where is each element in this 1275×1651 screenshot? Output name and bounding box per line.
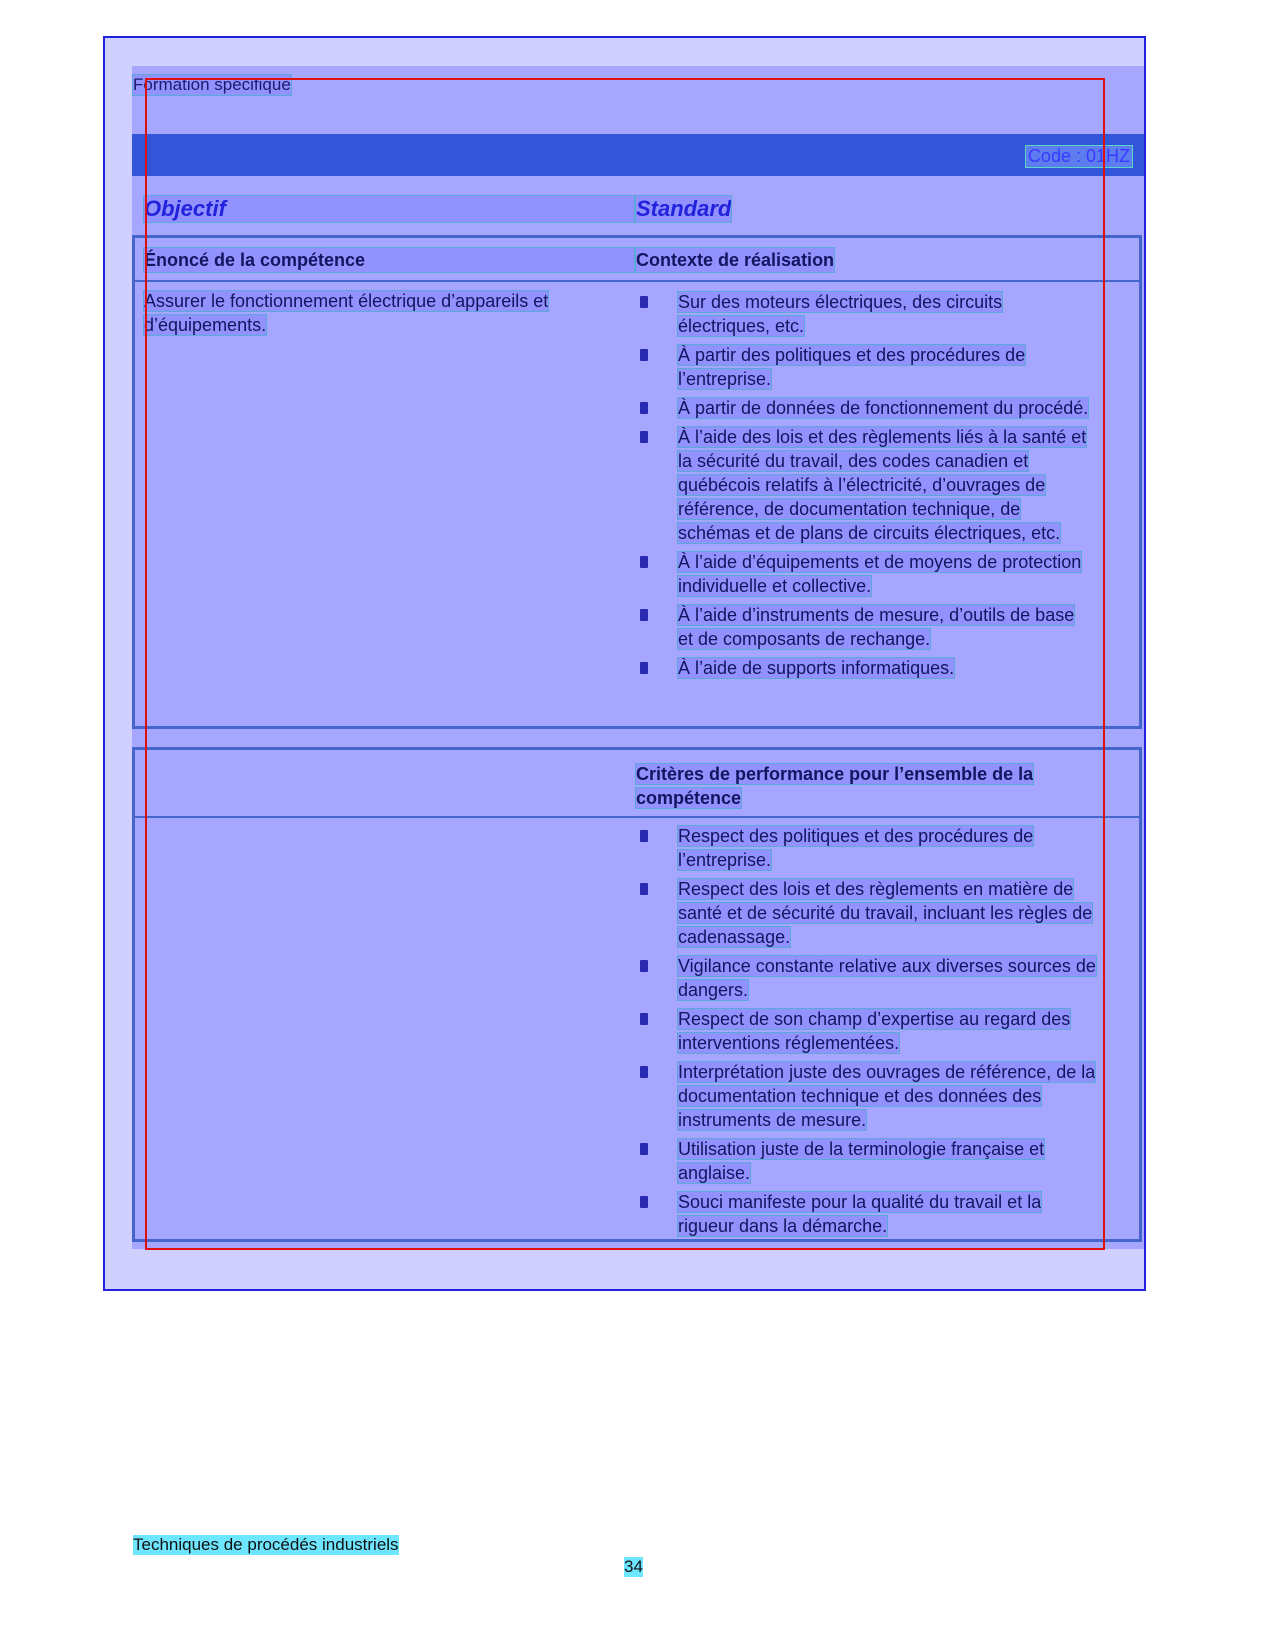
bullet-icon [640,431,648,443]
context-item-text: À l’aide d’équipements et de moyens de protection individuelle et collective. [678,552,1082,596]
bullet-icon [640,402,648,414]
code-bar [132,134,1144,176]
standard-heading: Standard [636,196,732,221]
bullet-icon [640,296,648,308]
competence-statement-header: Énoncé de la compétence [144,248,634,272]
criteria-item [640,877,1100,949]
objective-heading: Objectif [144,196,634,222]
criteria-item-text: Souci manifeste pour la qualité du travail et la rigueur dans la démarche. [678,1192,1042,1236]
criteria-item-text: Respect de son champ d’expertise au regard des interventions réglementées. [678,1009,1071,1053]
bullet-icon [640,1013,648,1025]
criteria-item [640,1060,1100,1132]
criteria-list [640,824,1100,1243]
criteria-item [640,824,1100,872]
competence-statement: Assurer le fonctionnement électrique d’appareils et d’équipements. [144,291,549,335]
criteria-item-text: Vigilance constante relative aux diverses sources de dangers. [678,956,1096,1000]
context-item-text: À l’aide de supports informatiques. [678,658,955,678]
context-item [640,425,1092,545]
bullet-icon [640,1143,648,1155]
bullet-icon [640,1196,648,1208]
criteria-item-text: Interprétation juste des ouvrages de référence, de la documentation technique et des données des instruments de mesure. [678,1062,1096,1130]
context-item [640,396,1092,420]
context-item-text: À l’aide d’instruments de mesure, d’outils de base et de composants de rechange. [678,605,1075,649]
criteria-item-text: Respect des politiques et des procédures de l’entreprise. [678,826,1034,870]
bullet-icon [640,662,648,674]
criteria-item-text: Respect des lois et des règlements en matière de santé et de sécurité du travail, incluant les règles de cadenassage. [678,879,1093,947]
context-item-text: À l’aide des lois et des règlements liés à la santé et la sécurité du travail, des codes canadien et québécois relatifs à l’électricité, d’ouvrages de référence, de documentation technique, de schémas et de plans de circuits électriques, etc. [678,427,1087,543]
criteria-item [640,1007,1100,1055]
context-item-text: Sur des moteurs électriques, des circuits électriques, etc. [678,292,1003,336]
bullet-icon [640,349,648,361]
context-item-text: À partir des politiques et des procédures de l’entreprise. [678,345,1026,389]
criteria-header: Critères de performance pour l’ensemble de la compétence [636,764,1034,808]
criteria-item [640,1190,1100,1238]
context-item [640,343,1092,391]
context-list [640,290,1092,685]
context-item [640,656,1092,680]
competence-code: Code : 01HZ [1027,146,1130,166]
bullet-icon [640,556,648,568]
bullet-icon [640,883,648,895]
bullet-icon [640,830,648,842]
context-item-text: À partir de données de fonctionnement du procédé. [678,398,1089,418]
bullet-icon [640,1066,648,1078]
criteria-item [640,1137,1100,1185]
bullet-icon [640,960,648,972]
context-item [640,290,1092,338]
bullet-icon [640,609,648,621]
section-label: Formation spécifique [133,75,291,94]
footer-program: Techniques de procédés industriels [133,1535,399,1554]
context-item [640,603,1092,651]
criteria-item [640,954,1100,1002]
page-number: 34 [624,1557,643,1576]
context-item [640,550,1092,598]
criteria-item-text: Utilisation juste de la terminologie française et anglaise. [678,1139,1045,1183]
context-header: Contexte de réalisation [636,250,835,270]
